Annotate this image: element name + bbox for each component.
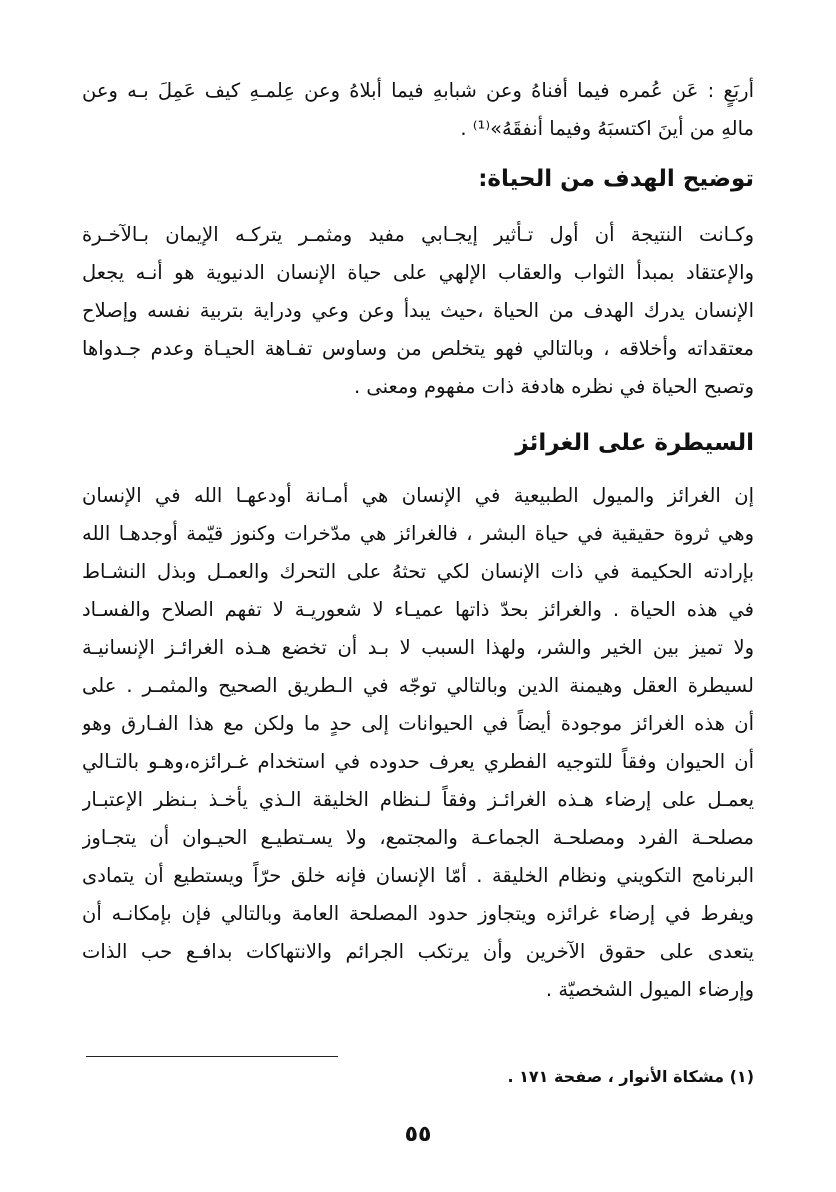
text-line: وهي ثروة حقيقية في حياة البشر ، فالغرائز هي مدّخرات وكنوز قيّمة أوجدهـا الله <box>82 522 754 545</box>
paragraph-instincts <box>82 477 754 1009</box>
text-line: أن الحيوان وفقاً للتوجيه الفطري يعرف حدوده في استخدام غـرائزه،وهـو بالتـالي <box>82 750 754 773</box>
text-line: مصلحـة الفرد ومصلحـة الجماعـة والمجتمع، ولا يسـتطيـع الحيـوان أن يتجـاوز <box>82 826 754 849</box>
text-line: ويفرط في إرضاء غرائزه ويتجاوز حدود المصلحة العامة وبالتالي فإن بإمكانـه أن <box>82 902 754 925</box>
text-line: البرنامج التكويني ونظام الخليقة . أمّا الإنسان فإنه خلق حرّاً ويستطيع أن يتمادى <box>82 864 754 887</box>
text-line: بإرادته الحكيمة في ذات الإنسان لكي تحثهُ على التحرك والعمـل وبذل النشـاط <box>82 560 754 583</box>
text-line: إن الغرائز والميول الطبيعية في الإنسان هي أمـانة أودعهـا الله في الإنسان <box>82 484 754 507</box>
footnote: (١) مشكاة الأنوار ، صفحة ١٧١ . <box>507 1067 754 1086</box>
text-line: يتعدى على حقوق الآخرين وأن يرتكب الجرائم والانتهاكات بدافـع حب الذات <box>82 940 754 963</box>
section-heading-life-purpose: توضيح الهدف من الحياة: <box>478 166 754 192</box>
page-number: ٥٥ <box>404 1122 432 1147</box>
text-line: أن هذه الغرائز موجودة أيضاً في الحيوانات إلى حدٍ ما ولكن مع هذا الفـارق وهو <box>82 712 754 735</box>
text-line: وكـانت النتيجة أن أول تـأثير إيجـابي مفيد ومثمـر يتركـه الإيمان بـالآخـرة <box>82 223 754 246</box>
text-line: لسيطرة العقل وهيمنة الدين وبالتالي توجّه في الـطريق الصحيح والمثمـر . على <box>82 674 754 697</box>
text-line: في هذه الحياة . والغرائز بحدّ ذاتها عميـاء لا شعوريـة لا تفهم الصلاح والفسـاد <box>82 598 754 621</box>
text-line: معتقداته وأخلاقه ، وبالتالي فهو يتخلص من وساوس تفـاهة الحيـاة وعدم جـدواها <box>82 337 754 360</box>
text-line: أربَعٍ : عَن عُمره فيما أفناهُ وعن شبابهِ فيما أبلاهُ وعن عِلمـهِ كيف عَمِلَ بـه وعن <box>82 79 754 102</box>
text-line: وإرضاء الميول الشخصيّة . <box>545 978 754 1001</box>
text-line: مالهِ من أينَ اكتسبَهُ وفيما أنفقَهُ»⁽¹⁾ . <box>460 117 754 140</box>
text-line: ولا تميز بين الخير والشر، ولهذا السبب لا بـد أن تخضع هـذه الغرائـز الإنسانيـة <box>82 636 754 659</box>
paragraph-life-purpose <box>82 216 754 406</box>
section-heading-instincts: السيطرة على الغرائز <box>515 430 754 456</box>
footnote-divider <box>86 1056 338 1057</box>
text-line: الإنسان يدرك الهدف من الحياة ،حيث يبدأ وعن وعي ودراية بتربية نفسه وإصلاح <box>82 299 754 322</box>
text-line: وتصبح الحياة في نظره هادفة ذات مفهوم ومعنى . <box>354 375 754 398</box>
intro-paragraph <box>82 72 754 148</box>
text-line: يعمـل على إرضاء هـذه الغرائـز وفقاً لـنظام الخليقة الـذي يأخـذ بـنظر الإعتبـار <box>82 788 754 811</box>
text-line: والإعتقاد بمبدأ الثواب والعقاب الإلهي على حياة الإنسان الدنيوية هو أنـه يجعل <box>82 261 754 284</box>
